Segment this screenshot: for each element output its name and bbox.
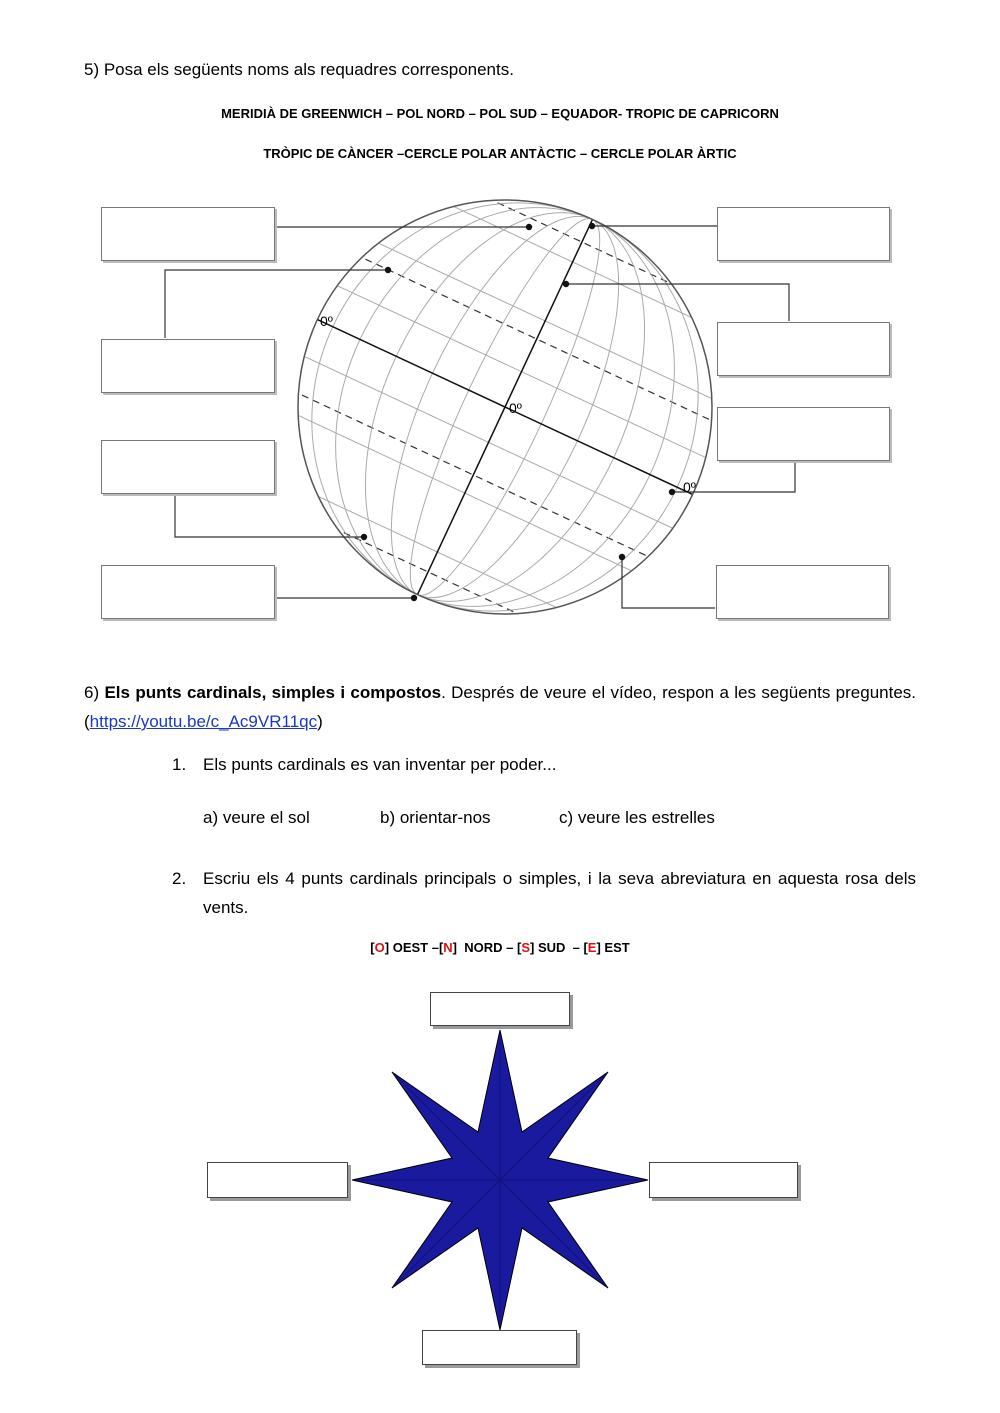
answer-box-5[interactable] <box>717 207 890 261</box>
names-line-1: MERIDIÀ DE GREENWICH – POL NORD – POL SUD – EQUADOR- TROPIC DE CAPRICORN <box>221 106 779 121</box>
marker-dot <box>619 554 625 560</box>
marker-dot <box>385 267 391 273</box>
antarctic-circle-line <box>224 477 632 630</box>
south-pole-dot <box>411 595 417 601</box>
west-answer-box[interactable] <box>207 1162 348 1198</box>
south-answer-box[interactable] <box>422 1330 577 1365</box>
option-a[interactable]: a) veure el sol <box>203 808 310 827</box>
answer-box-8[interactable] <box>716 565 889 619</box>
item-1-text: Els punts cardinals es van inventar per poder... <box>203 755 557 774</box>
q6-title: Els punts cardinals, simples i compostos <box>104 683 442 702</box>
video-link[interactable]: https://youtu.be/c_Ac9VR11qc <box>89 712 318 731</box>
degree-label: 0º <box>320 313 333 329</box>
marker-dot <box>563 281 569 287</box>
greenwich-meridian-line <box>418 219 593 594</box>
option-b[interactable]: b) orientar-nos <box>380 808 491 827</box>
item-1-number: 1. <box>172 755 187 774</box>
answer-box-7[interactable] <box>717 407 890 461</box>
q6-intro: 6) Els punts cardinals, simples i compostos. Després de veure el vídeo, respon a les següents preguntes. (https://youtu.be/c_Ac9VR11qc) <box>84 683 917 731</box>
answer-box-6[interactable] <box>717 322 890 376</box>
item-2-number: 2. <box>172 869 187 888</box>
item-2-text: Escriu els 4 punts cardinals principals o simples, i la seva abreviatura en aquesta rosa dels vents. <box>203 869 916 917</box>
east-answer-box[interactable] <box>649 1162 798 1198</box>
q5-title: 5) Posa els següents noms als requadres corresponents. <box>84 60 514 79</box>
answer-box-4[interactable] <box>101 565 275 619</box>
degree-label: 0º <box>509 400 522 416</box>
cardinals-list: [O] OEST –[N] NORD – [S] SUD – [E] EST <box>370 940 630 955</box>
names-line-2: TRÒPIC DE CÀNCER –CERCLE POLAR ANTÀCTIC – CERCLE POLAR ÀRTIC <box>263 146 737 161</box>
marker-dot <box>526 224 532 230</box>
answer-box-2[interactable] <box>101 339 275 393</box>
answer-box-3[interactable] <box>101 440 275 494</box>
degree-label: 0º <box>683 479 696 495</box>
option-c[interactable]: c) veure les estrelles <box>559 808 715 827</box>
north-pole-dot <box>589 223 595 229</box>
answer-box-1[interactable] <box>101 207 275 261</box>
north-answer-box[interactable] <box>430 992 570 1026</box>
marker-dot <box>361 534 367 540</box>
graticule <box>214 180 797 630</box>
marker-dot <box>669 489 675 495</box>
